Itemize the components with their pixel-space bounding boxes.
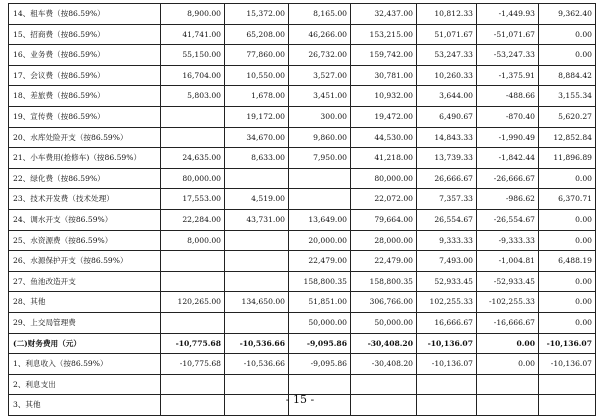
table-cell: 6,490.67 [417, 106, 477, 127]
table-cell: 6,370.71 [539, 189, 596, 210]
table-cell: 7,950.00 [289, 148, 351, 169]
table-cell: -1,375.91 [477, 65, 539, 86]
table-cell [225, 312, 289, 333]
table-row [9, 189, 596, 210]
table-row [9, 271, 596, 292]
table-cell [225, 251, 289, 272]
table-cell: 14,843.33 [417, 127, 477, 148]
table-cell: -10,775.68 [161, 354, 225, 375]
table-row [9, 230, 596, 251]
table-cell: 52,933.45 [417, 271, 477, 292]
table-cell: 6,488.19 [539, 251, 596, 272]
table-cell [161, 271, 225, 292]
table-cell [161, 374, 225, 395]
table-cell: -1,004.81 [477, 251, 539, 272]
table-cell: 50,000.00 [289, 312, 351, 333]
table-cell: -9,333.33 [477, 230, 539, 251]
row-label: 21、小车费用(抢修车)（按86.59%） [9, 148, 161, 169]
table-cell: 158,800.35 [289, 271, 351, 292]
table-cell: 0.00 [539, 168, 596, 189]
table-cell: 1,678.00 [225, 86, 289, 107]
table-cell: 34,670.00 [225, 127, 289, 148]
table-cell: -1,449.93 [477, 4, 539, 25]
table-cell [225, 230, 289, 251]
table-cell: 80,000.00 [161, 168, 225, 189]
row-label: 16、业务费（按86.59%） [9, 45, 161, 66]
table-cell: -30,408.20 [351, 354, 417, 375]
table-row [9, 333, 596, 354]
table-row [9, 374, 596, 395]
table-row [9, 106, 596, 127]
table-cell: 8,633.00 [225, 148, 289, 169]
table-cell: 79,664.00 [351, 209, 417, 230]
table-cell [477, 374, 539, 395]
table-cell: -870.40 [477, 106, 539, 127]
table-cell: 3,527.00 [289, 65, 351, 86]
table-cell: 13,649.00 [289, 209, 351, 230]
expense-table [8, 3, 596, 416]
table-cell: 7,493.00 [417, 251, 477, 272]
row-label: 18、差旅费（按86.59%） [9, 86, 161, 107]
table-row [9, 65, 596, 86]
table-cell: -26,554.67 [477, 209, 539, 230]
row-label: 20、水库处险开支（按86.59%） [9, 127, 161, 148]
table-cell: 43,731.00 [225, 209, 289, 230]
table-cell: 7,357.33 [417, 189, 477, 210]
table-cell: 0.00 [539, 24, 596, 45]
table-cell: 5,620.27 [539, 106, 596, 127]
table-cell: -10,536.66 [225, 354, 289, 375]
table-cell [289, 168, 351, 189]
table-row [9, 209, 596, 230]
table-cell: -16,666.67 [477, 312, 539, 333]
table-cell: -986.62 [477, 189, 539, 210]
table-cell: 11,896.89 [539, 148, 596, 169]
table-cell: 10,550.00 [225, 65, 289, 86]
table-cell: 8,165.00 [289, 4, 351, 25]
table-cell: 8,900.00 [161, 4, 225, 25]
table-cell [539, 374, 596, 395]
table-cell: 30,781.00 [351, 65, 417, 86]
table-cell [289, 374, 351, 395]
table-cell: 15,372.00 [225, 4, 289, 25]
row-label: 14、租车费（按86.59%） [9, 4, 161, 25]
table-cell: -1,990.49 [477, 127, 539, 148]
row-label: 25、水资源费（按86.59%） [9, 230, 161, 251]
table-cell: 0.00 [539, 312, 596, 333]
table-cell: 0.00 [477, 333, 539, 354]
table-row [9, 24, 596, 45]
table-cell: 10,260.33 [417, 65, 477, 86]
table-cell: 80,000.00 [351, 168, 417, 189]
table-row [9, 168, 596, 189]
table-body [9, 4, 596, 416]
table-cell: -488.66 [477, 86, 539, 107]
row-label: 17、会议费（按86.59%） [9, 65, 161, 86]
table-cell: 46,266.00 [289, 24, 351, 45]
table-row [9, 312, 596, 333]
table-cell: -10,775.68 [161, 333, 225, 354]
table-cell: 22,284.00 [161, 209, 225, 230]
table-cell: 32,437.00 [351, 4, 417, 25]
table-cell: 9,860.00 [289, 127, 351, 148]
table-cell: 8,000.00 [161, 230, 225, 251]
table-cell: 77,860.00 [225, 45, 289, 66]
table-cell [225, 374, 289, 395]
table-cell: 65,208.00 [225, 24, 289, 45]
table-cell: -9,095.86 [289, 354, 351, 375]
table-cell: -10,136.07 [417, 354, 477, 375]
table-cell: -10,136.07 [539, 354, 596, 375]
table-cell: 44,530.00 [351, 127, 417, 148]
row-label: (二)财务费用（元） [9, 333, 161, 354]
table-cell: -51,071.67 [477, 24, 539, 45]
table-cell: 306,766.00 [351, 292, 417, 313]
row-label: 2、利息支出 [9, 374, 161, 395]
table-cell [161, 127, 225, 148]
table-cell: 19,172.00 [225, 106, 289, 127]
table-cell: 300.00 [289, 106, 351, 127]
row-label: 19、宣传费（按86.59%） [9, 106, 161, 127]
row-label: 22、绿化费（按86.59%） [9, 168, 161, 189]
table-cell: 0.00 [539, 292, 596, 313]
table-cell: 12,852.84 [539, 127, 596, 148]
row-label: 15、招商费（按86.59%） [9, 24, 161, 45]
table-cell: 3,644.00 [417, 86, 477, 107]
expense-table-sheet [8, 3, 595, 416]
table-cell: -10,536.66 [225, 333, 289, 354]
table-cell [161, 312, 225, 333]
table-cell: 10,812.33 [417, 4, 477, 25]
table-row [9, 127, 596, 148]
table-row [9, 4, 596, 25]
table-cell [225, 168, 289, 189]
table-cell [351, 374, 417, 395]
table-cell: 9,333.33 [417, 230, 477, 251]
table-cell: 159,742.00 [351, 45, 417, 66]
table-cell: 10,932.00 [351, 86, 417, 107]
table-cell: 120,265.00 [161, 292, 225, 313]
row-label: 3、其他 [9, 395, 161, 416]
table-cell: 0.00 [539, 271, 596, 292]
table-cell: 24,635.00 [161, 148, 225, 169]
table-row [9, 292, 596, 313]
row-label: 28、其他 [9, 292, 161, 313]
table-cell: -26,666.67 [477, 168, 539, 189]
table-cell: -53,247.33 [477, 45, 539, 66]
table-row [9, 86, 596, 107]
table-cell: 3,155.34 [539, 86, 596, 107]
table-cell: 22,072.00 [351, 189, 417, 210]
table-cell: 5,803.00 [161, 86, 225, 107]
table-cell [289, 189, 351, 210]
table-cell: 41,741.00 [161, 24, 225, 45]
table-cell: -9,095.86 [289, 333, 351, 354]
table-cell: -10,136.07 [417, 333, 477, 354]
table-row [9, 251, 596, 272]
table-cell: 50,000.00 [351, 312, 417, 333]
table-row [9, 45, 596, 66]
table-cell: 16,666.67 [417, 312, 477, 333]
page-number: - 15 - [285, 393, 315, 406]
table-cell: 55,150.00 [161, 45, 225, 66]
table-cell: -102,255.33 [477, 292, 539, 313]
table-cell: 0.00 [539, 230, 596, 251]
table-cell: -1,842.44 [477, 148, 539, 169]
table-cell: 26,554.67 [417, 209, 477, 230]
table-cell: -10,136.07 [539, 333, 596, 354]
table-cell: 102,255.33 [417, 292, 477, 313]
row-label: 1、利息收入（按86.59%） [9, 354, 161, 375]
row-label: 29、上交局管理费 [9, 312, 161, 333]
table-cell: 4,519.00 [225, 189, 289, 210]
row-label: 23、技术开发费（技术处理） [9, 189, 161, 210]
row-label: 24、调水开支（按86.59%） [9, 209, 161, 230]
table-cell: 28,000.00 [351, 230, 417, 251]
table-cell: -30,408.20 [351, 333, 417, 354]
table-cell: 134,650.00 [225, 292, 289, 313]
table-cell: 51,071.67 [417, 24, 477, 45]
table-cell: 41,218.00 [351, 148, 417, 169]
table-cell: 0.00 [477, 354, 539, 375]
table-cell: 22,479.00 [289, 251, 351, 272]
row-label: 27、鱼池改造开支 [9, 271, 161, 292]
table-cell: 9,362.40 [539, 4, 596, 25]
table-cell: 8,884.42 [539, 65, 596, 86]
table-cell: 153,215.00 [351, 24, 417, 45]
table-cell: 0.00 [539, 209, 596, 230]
table-cell: 17,553.00 [161, 189, 225, 210]
table-cell: 158,800.35 [351, 271, 417, 292]
table-cell: 20,000.00 [289, 230, 351, 251]
row-label: 26、水源保护开支（按86.59%） [9, 251, 161, 272]
table-cell: 26,666.67 [417, 168, 477, 189]
table-cell [417, 374, 477, 395]
table-cell: 22,479.00 [351, 251, 417, 272]
table-cell: 53,247.33 [417, 45, 477, 66]
table-row [9, 148, 596, 169]
table-cell: 0.00 [539, 45, 596, 66]
table-cell: -52,933.45 [477, 271, 539, 292]
table-cell: 13,739.33 [417, 148, 477, 169]
table-cell: 19,472.00 [351, 106, 417, 127]
table-cell [225, 271, 289, 292]
table-cell: 51,851.00 [289, 292, 351, 313]
table-row [9, 354, 596, 375]
table-cell [161, 251, 225, 272]
table-cell: 16,704.00 [161, 65, 225, 86]
table-cell: 3,451.00 [289, 86, 351, 107]
table-cell: 26,732.00 [289, 45, 351, 66]
table-cell [161, 106, 225, 127]
